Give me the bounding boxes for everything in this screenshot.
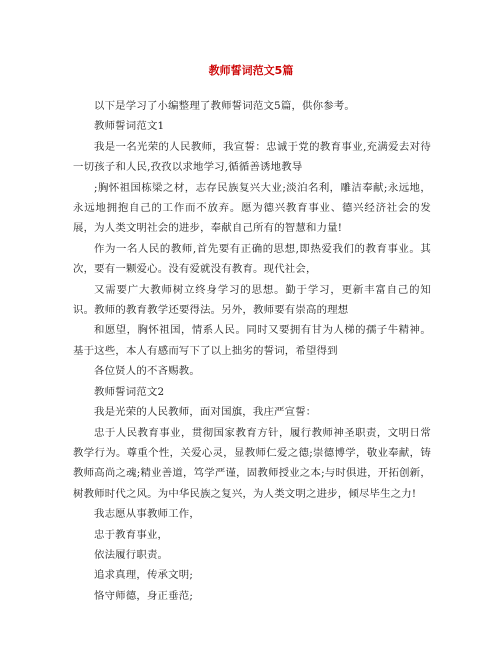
paragraph: 又需要广大教师树立终身学习的思想。勤于学习，更新丰富自己的知识。教师的教育教学还要得法。另外，教师要有崇高的理想: [73, 283, 431, 317]
paragraph: 忠于人民教育事业，贯彻国家教育方针，履行教师神圣职责，文明日常教学行为。尊重个性，关爱心灵，显教师仁爱之德;崇德博学，敬业奉献，铸教师高尚之魂;精业善道，笃学严谨，固教师授业之本;与时俱进，开拓创新，树教师时代之风。为中华民族之复兴，为人类文明之进步，倾尽毕生之力!: [73, 426, 431, 500]
paragraph: 我是一名光荣的人民教师，我宣誓：忠诚于党的教育事业,充满爱去对待一切孩子和人民,孜孜以求地学习,循循善诱地教导: [73, 140, 431, 174]
paragraph: 忠于教育事业，: [94, 528, 169, 541]
document-body: [73, 96, 431, 606]
paragraph: 恪守师德，身正垂范;: [94, 589, 194, 602]
paragraph: 追求真理，传承文明;: [94, 569, 194, 582]
paragraph: 各位贤人的不吝赐教。: [94, 365, 200, 378]
paragraph: 我是光荣的人民教师，面对国旗，我庄严宣誓：: [94, 406, 317, 419]
paragraph: ;胸怀祖国栋梁之材，志存民族复兴大业;淡泊名利，雕洁奉献;永远地，永远地拥抱自己的工作而不放弃。愿为德兴教育事业、德兴经济社会的发展，为人类文明社会的进步，奉献自己所有的智慧和力量!: [73, 181, 431, 235]
paragraph: 和愿望，胸怀祖国，情系人民。同时又要拥有甘为人梯的孺子牛精神。基于这些，本人有感而写下了以上拙劣的誓词，希望得到: [73, 324, 431, 357]
paragraph: 依法履行职责。: [94, 548, 169, 561]
document-title: 教师誓词范文5篇: [208, 64, 294, 77]
section-heading: 教师誓词范文1: [94, 120, 165, 133]
paragraph: 以下是学习了小编整理了教师誓词范文5篇，供你参考。: [94, 100, 355, 112]
section-heading: 教师誓词范文2: [94, 385, 165, 398]
paragraph: 作为一名人民的教师,首先要有正确的思想,即热爱我们的教育事业。其次，要有一颗爱心。没有爱就没有教育。现代社会，: [73, 242, 431, 276]
paragraph: 我志愿从事教师工作，: [94, 508, 200, 521]
